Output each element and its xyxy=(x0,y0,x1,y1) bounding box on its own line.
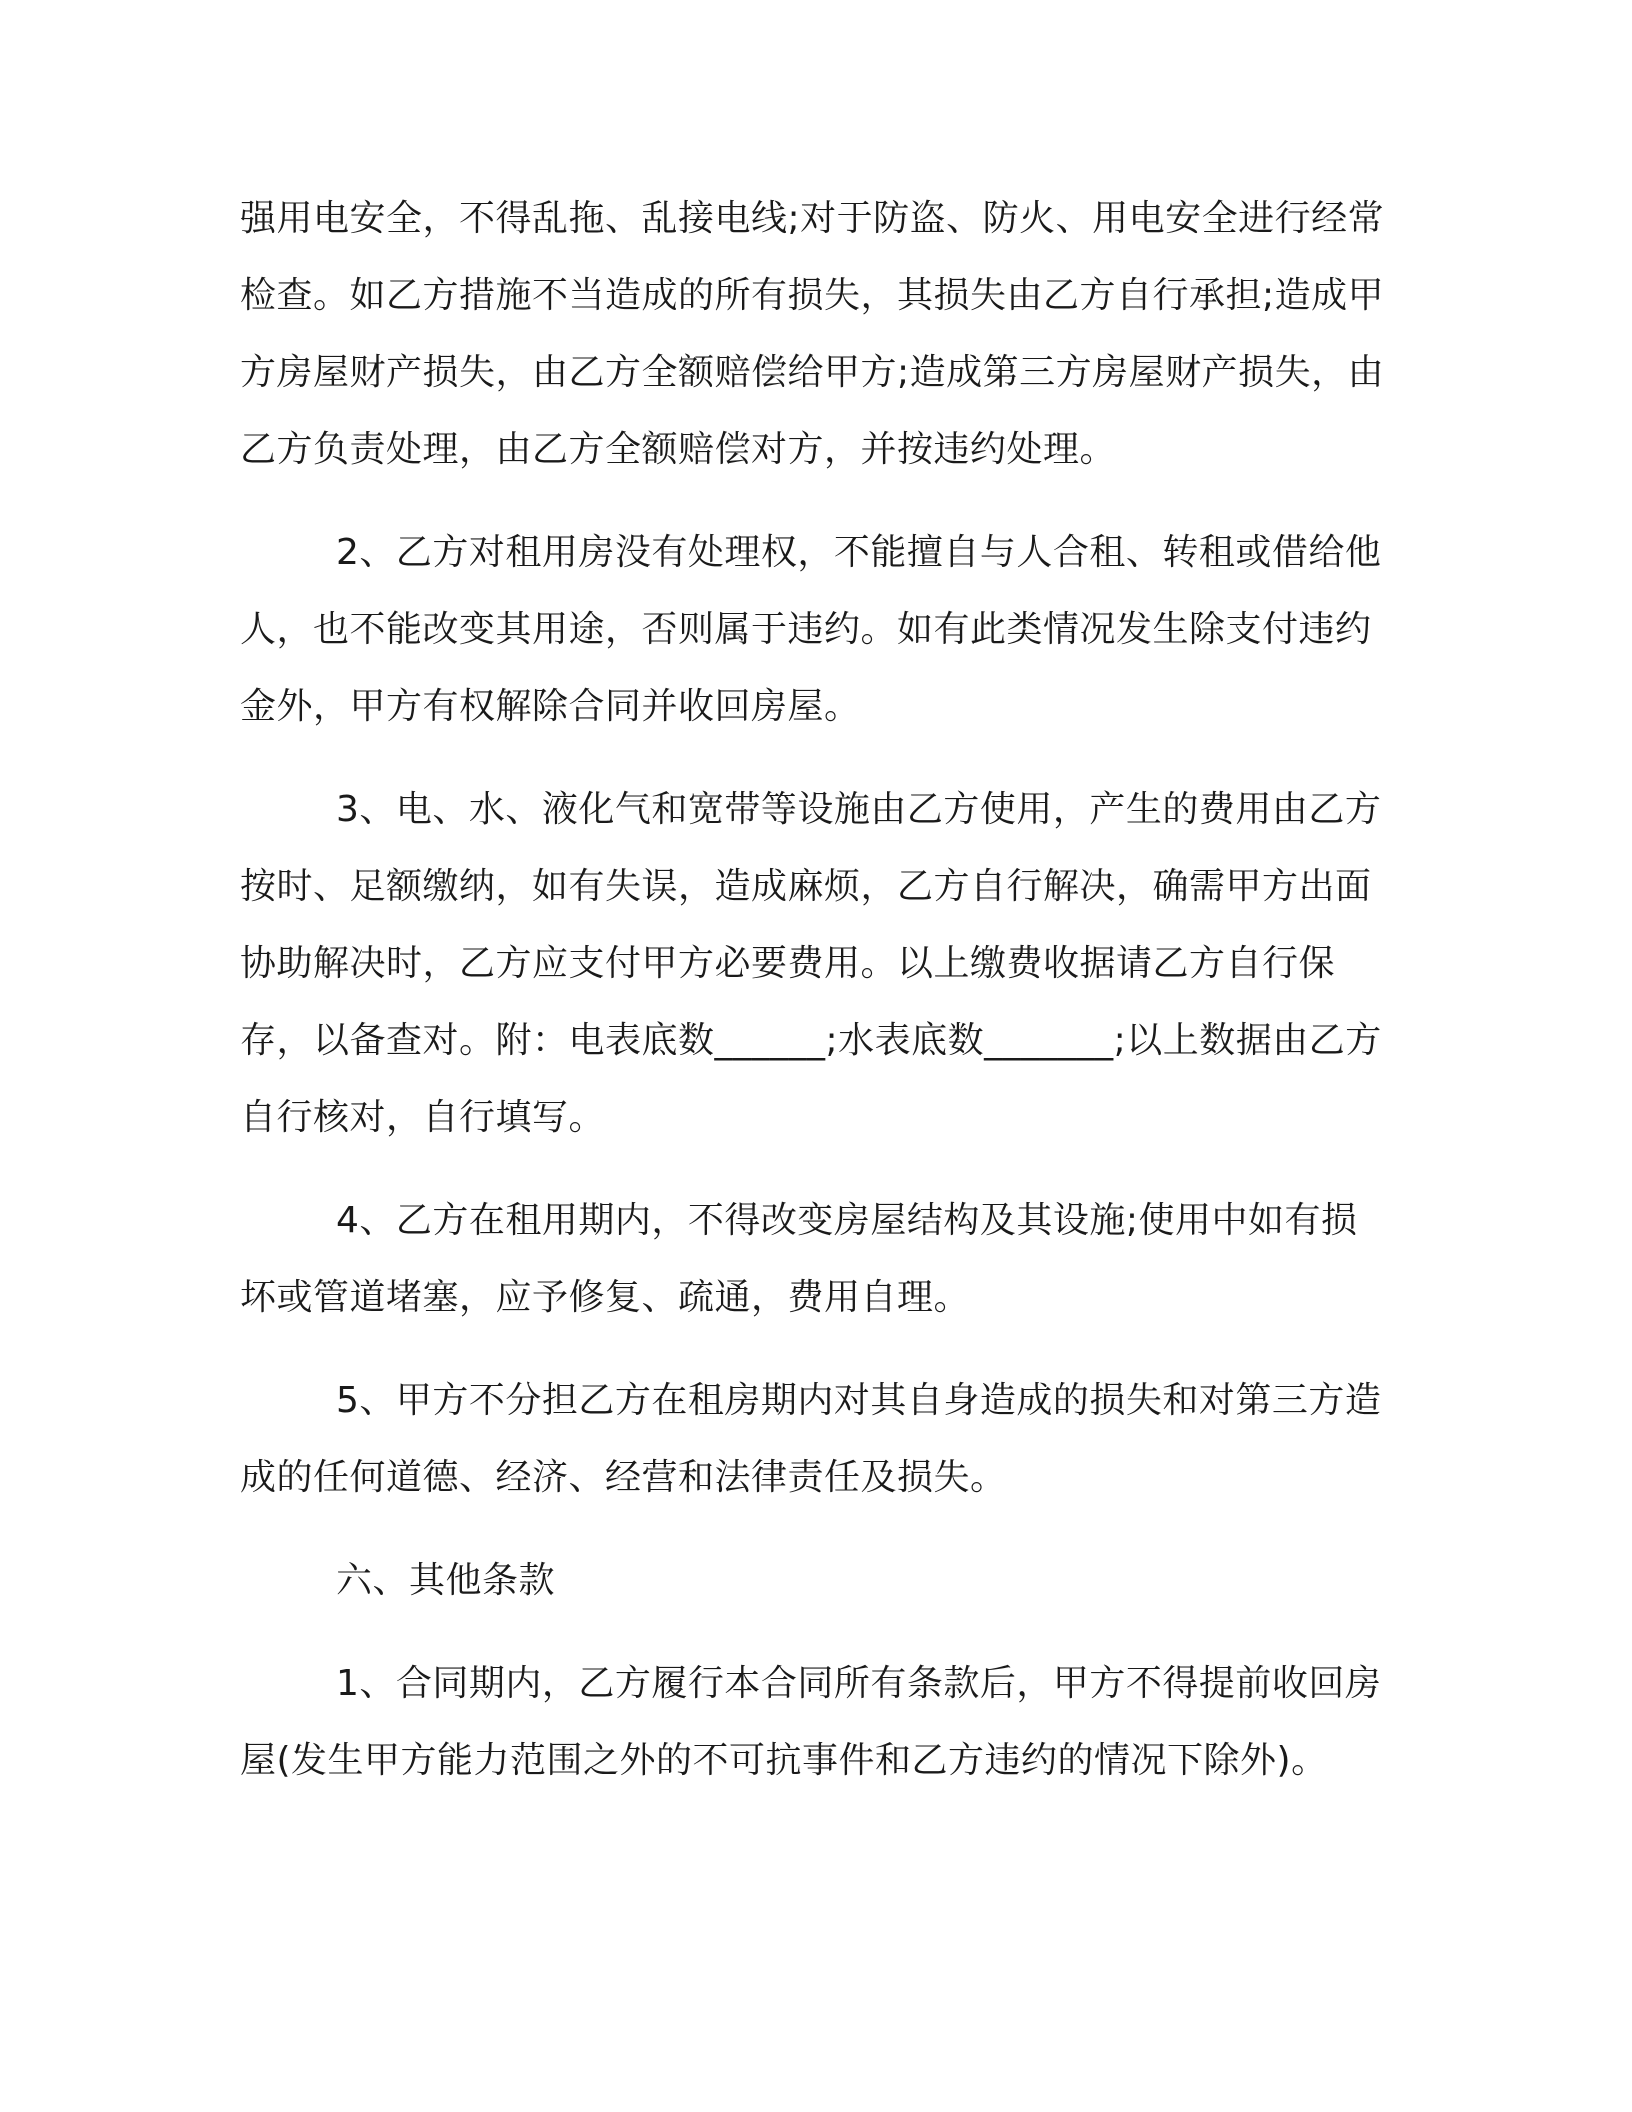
paragraph-clause-5: 5、甲方不分担乙方在租房期内对其自身造成的损失和对第三方造成的任何道德、经济、经营和法律责任及损失。 xyxy=(240,1380,1382,1498)
paragraph-clause-3: 3、电、水、液化气和宽带等设施由乙方使用，产生的费用由乙方按时、足额缴纳，如有失误，造成麻烦，乙方自行解决，确需甲方出面协助解决时，乙方应支付甲方必要费用。以上缴费收据请乙方自行保存，以备查对。附：电表底数______;水表底数_______;以上数据由乙方自行核对，自行填写。 xyxy=(240,789,1382,1138)
document-body xyxy=(240,180,1390,1825)
paragraph-other-clause-1: 1、合同期内，乙方履行本合同所有条款后，甲方不得提前收回房屋(发生甲方能力范围之外的不可抗事件和乙方违约的情况下除外)。 xyxy=(240,1663,1382,1781)
paragraph-clause-2: 2、乙方对租用房没有处理权，不能擅自与人合租、转租或借给他人，也不能改变其用途，否则属于违约。如有此类情况发生除支付违约金外，甲方有权解除合同并收回房屋。 xyxy=(240,532,1382,727)
paragraph-continuation: 强用电安全，不得乱拖、乱接电线;对于防盗、防火、用电安全进行经常检查。如乙方措施不当造成的所有损失，其损失由乙方自行承担;造成甲方房屋财产损失，由乙方全额赔偿给甲方;造成第三方房屋财产损失，由乙方负责处理，由乙方全额赔偿对方，并按违约处理。 xyxy=(240,198,1385,470)
section-heading-other-terms: 六、其他条款 xyxy=(336,1560,556,1601)
paragraph-clause-4: 4、乙方在租用期内，不得改变房屋结构及其设施;使用中如有损坏或管道堵塞，应予修复、疏通，费用自理。 xyxy=(240,1200,1358,1318)
